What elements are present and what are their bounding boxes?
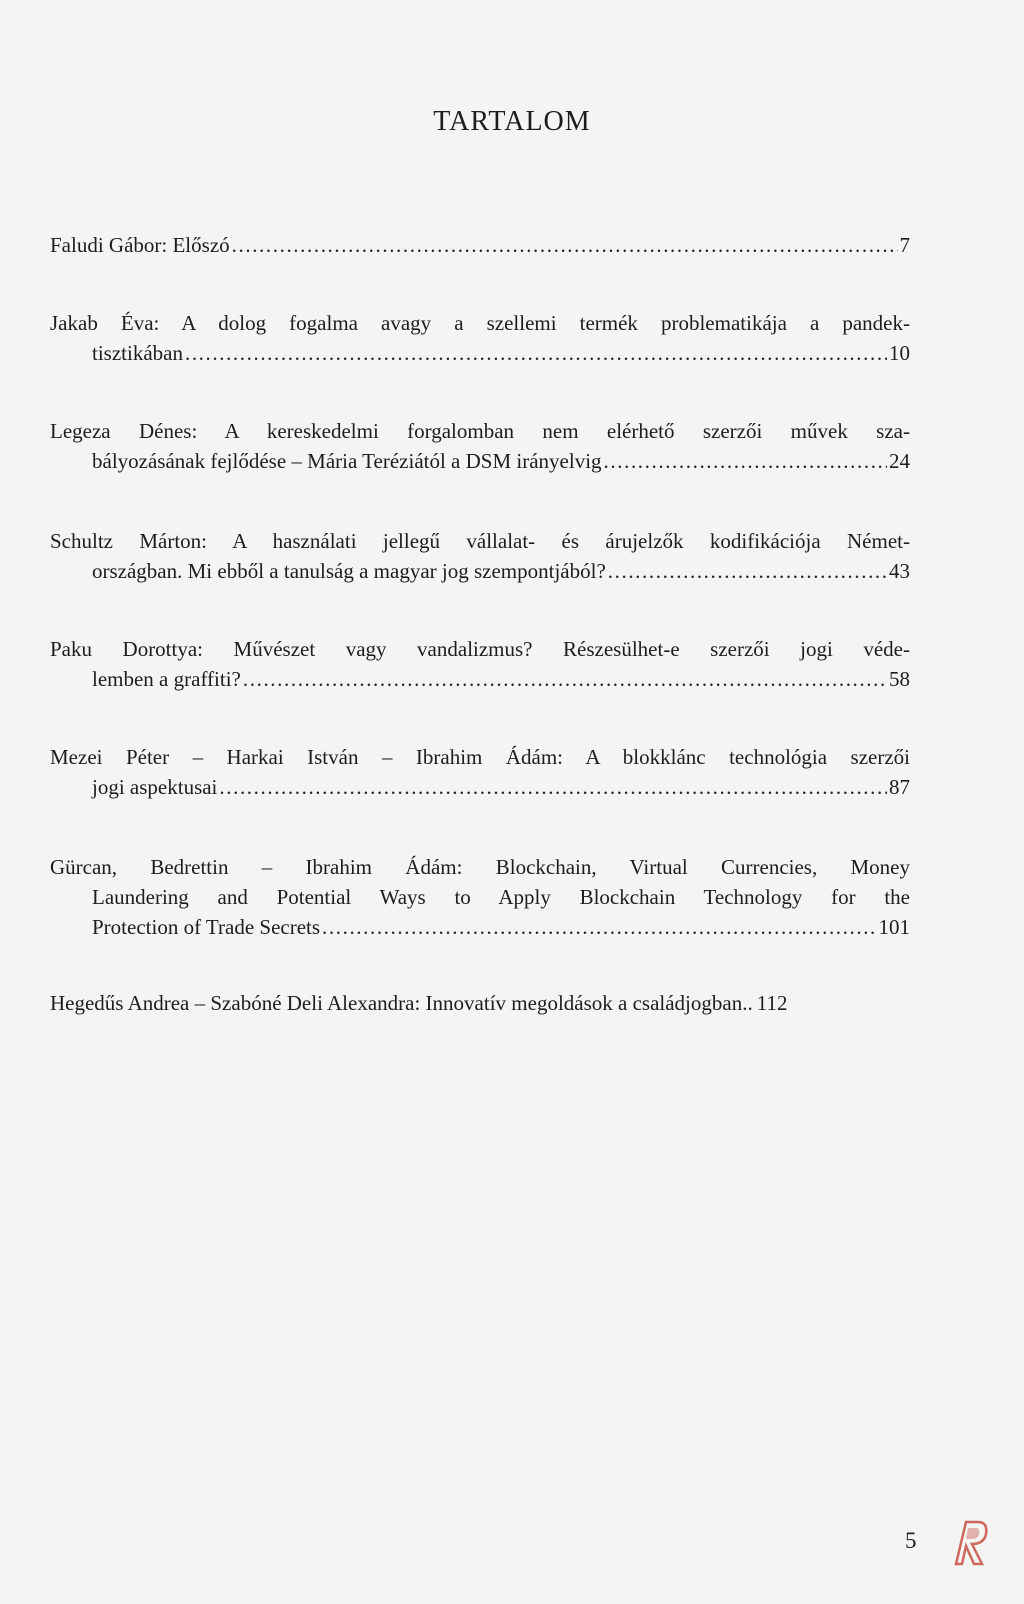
toc-entry-text: Protection of Trade Secrets — [92, 915, 321, 939]
toc-entry[interactable] — [50, 308, 910, 368]
toc-entry-text: Schultz Márton: A használati jellegű vállalat- és árujelzők kodifikációja Német- — [50, 529, 910, 553]
toc-entry-text: Paku Dorottya: Művészet vagy vandalizmus? Részesülhet-e szerzői jogi véde- — [50, 637, 910, 661]
dot-leader — [322, 912, 876, 942]
toc-entry-text: Hegedűs Andrea – Szabóné Deli Alexandra: Innovatív megoldások a családjogban.. — [50, 991, 753, 1015]
toc-entry-text: Jakab Éva: A dolog fogalma avagy a szellemi termék problematikája a pandek- — [50, 311, 910, 335]
toc-entry-text: Gürcan, Bedrettin – Ibrahim Ádám: Blockchain, Virtual Currencies, Money — [50, 855, 910, 879]
toc-page-number: 101 — [878, 915, 910, 939]
dot-leader — [185, 338, 887, 368]
toc-entry-text: bályozásának fejlődése – Mária Teréziától a DSM irányelvig — [92, 449, 602, 473]
toc-entry-text: Mezei Péter – Harkai István – Ibrahim Ádám: A blokklánc technológia szerzői — [50, 745, 910, 769]
toc-entry[interactable] — [50, 230, 910, 260]
toc-entry-text: lemben a graffiti? — [92, 667, 241, 691]
toc-entry-text: jogi aspektusai — [92, 775, 218, 799]
toc-page-number: 24 — [889, 449, 910, 473]
toc-entry[interactable] — [50, 742, 910, 802]
toc-entry[interactable] — [50, 526, 910, 586]
toc-page-number: 7 — [899, 233, 910, 257]
toc-entry-text: Faludi Gábor: Előszó — [50, 233, 230, 257]
dot-leader — [219, 772, 887, 802]
page-title: TARTALOM — [433, 106, 591, 137]
toc-entry-text: tisztikában — [92, 341, 183, 365]
page-number: 5 — [905, 1528, 917, 1553]
dot-leader — [232, 230, 898, 260]
publisher-logo-icon — [948, 1514, 992, 1570]
toc-page-number: 87 — [889, 775, 910, 799]
dot-leader — [608, 556, 887, 586]
dot-leader — [243, 664, 887, 694]
toc-entry-text: Laundering and Potential Ways to Apply Blockchain Technology for the — [92, 885, 910, 909]
toc-page-number: 112 — [756, 991, 788, 1015]
toc-page-number: 10 — [889, 341, 910, 365]
toc-page-number: 43 — [889, 559, 910, 583]
toc-page-number: 58 — [889, 667, 910, 691]
toc-entry[interactable] — [50, 988, 910, 1018]
dot-leader — [604, 446, 887, 476]
toc-entry-text: országban. Mi ebből a tanulság a magyar jog szempontjából? — [92, 559, 606, 583]
toc-entry[interactable] — [50, 416, 910, 476]
toc-entry[interactable] — [50, 634, 910, 694]
toc-entry[interactable] — [50, 852, 910, 942]
toc-entry-text: Legeza Dénes: A kereskedelmi forgalomban nem elérhető szerzői művek sza- — [50, 419, 910, 443]
